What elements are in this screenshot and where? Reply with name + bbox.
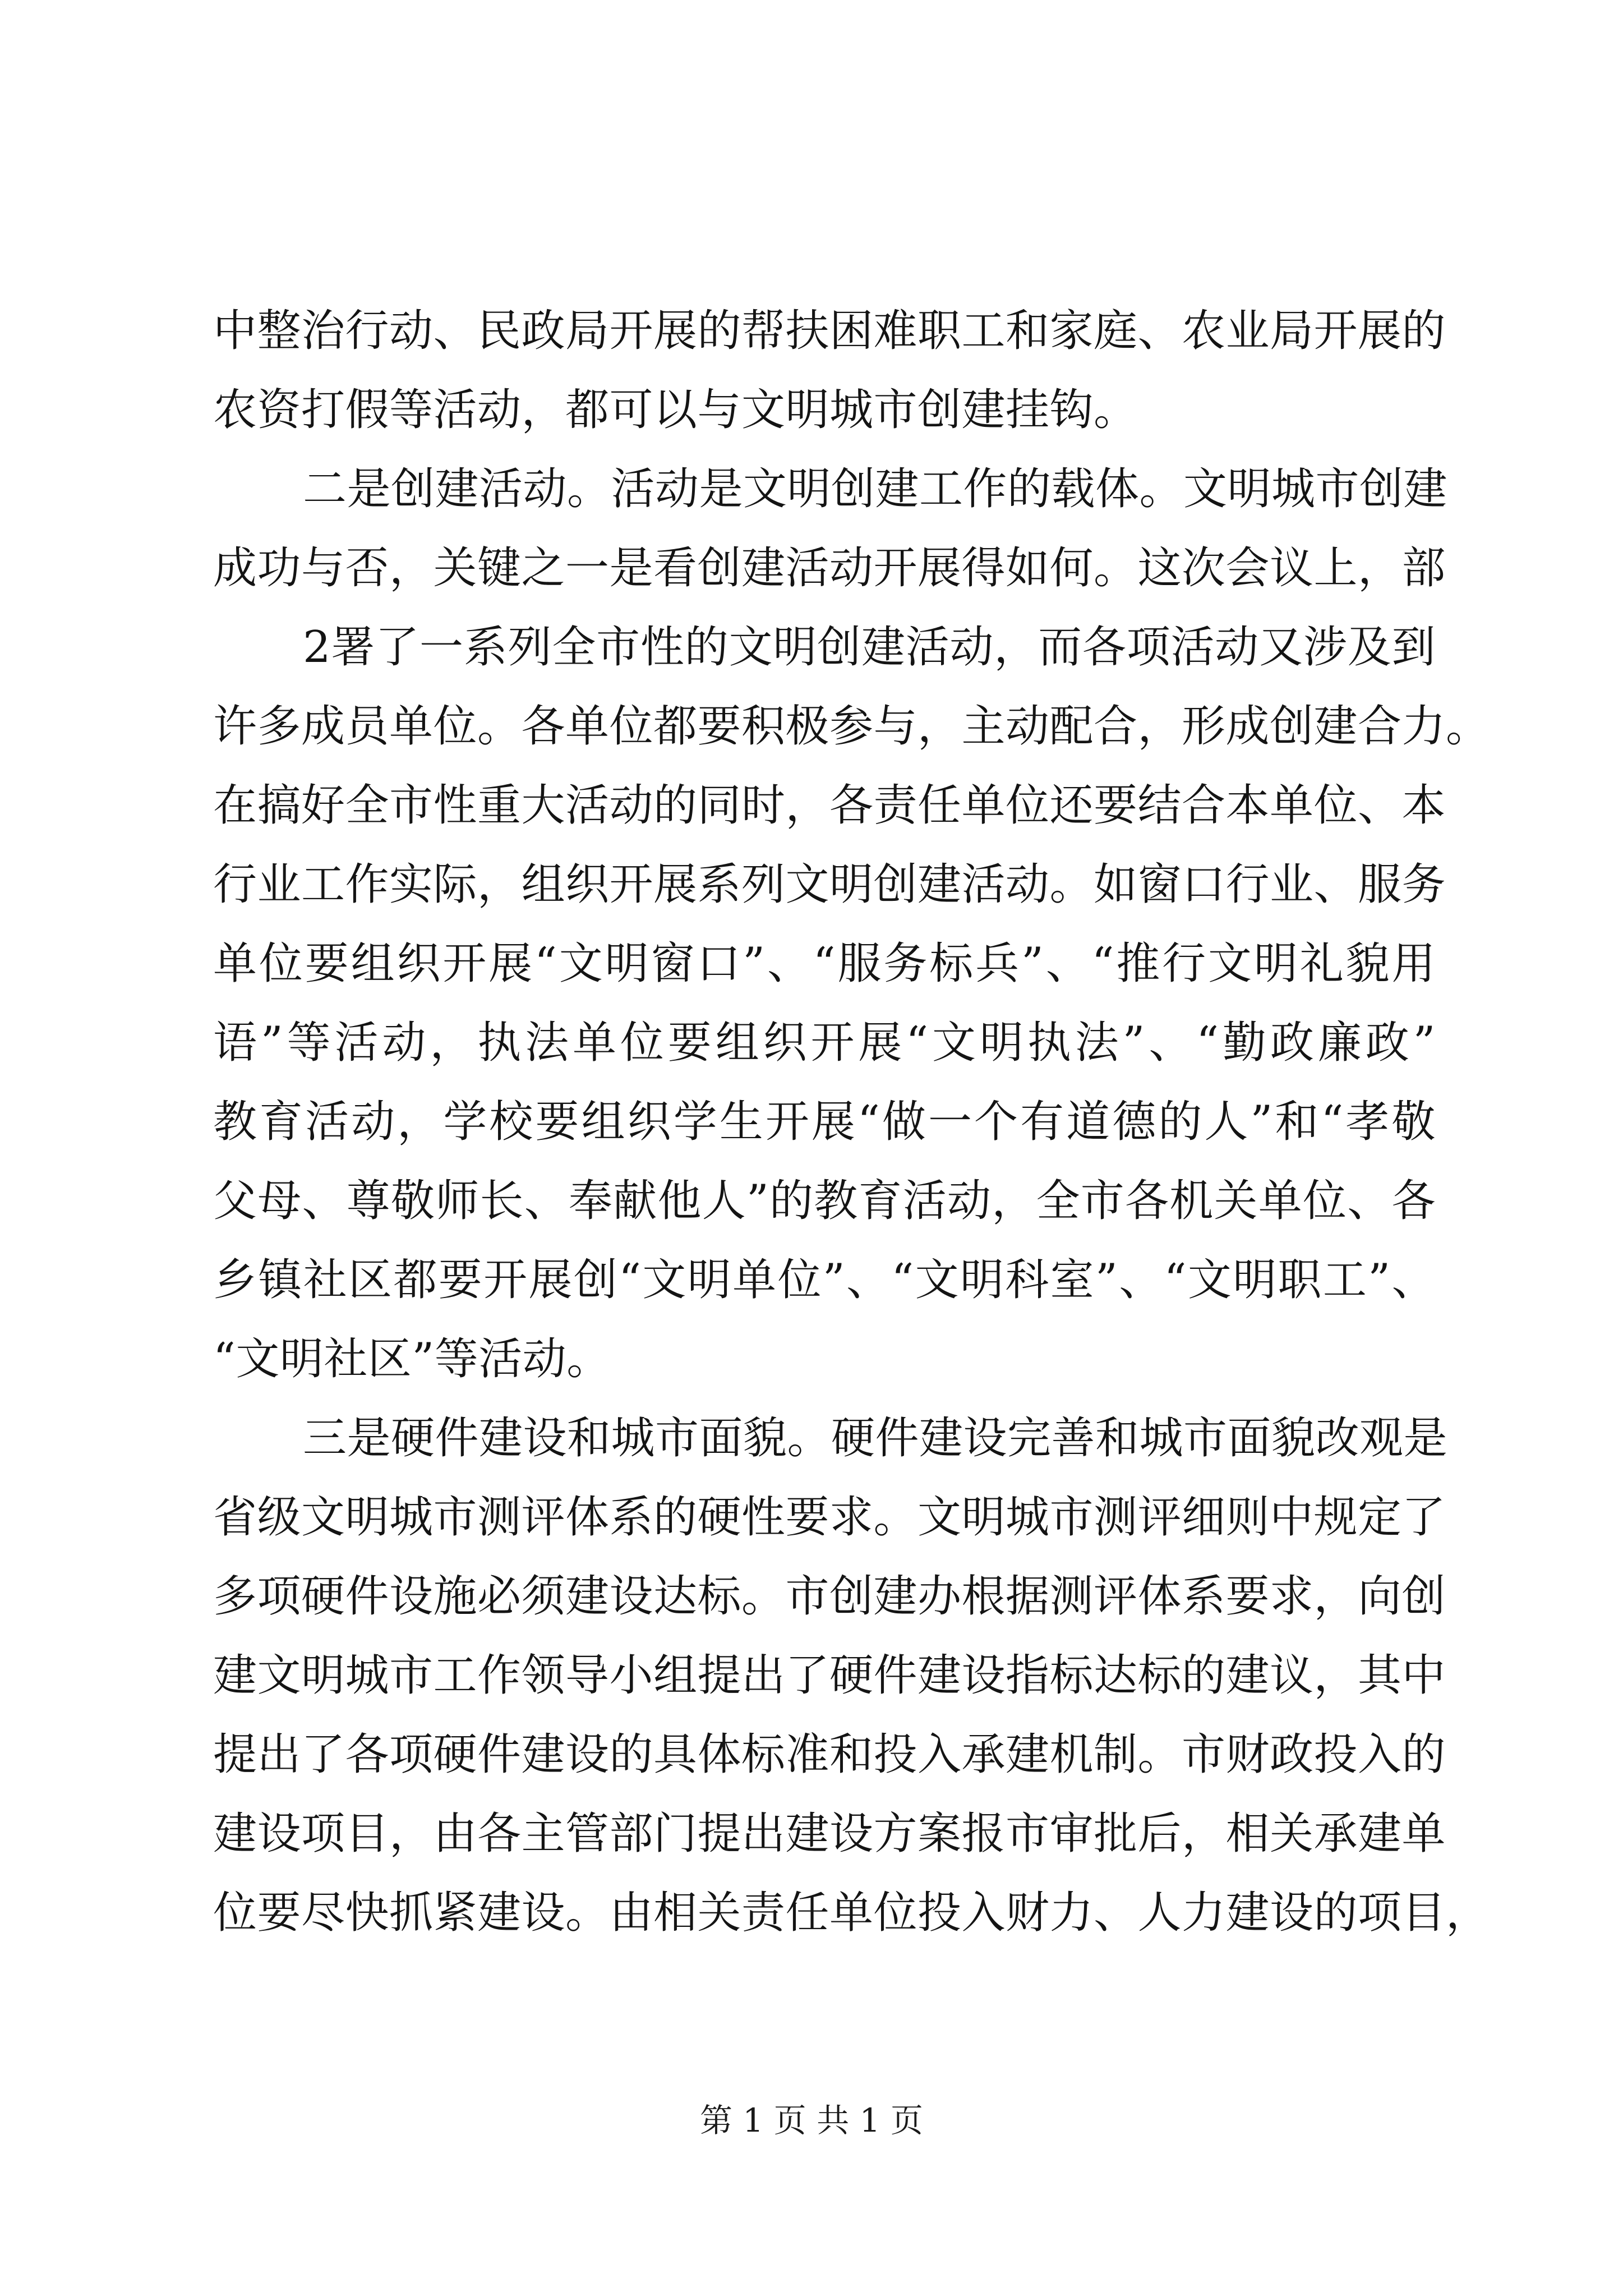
paragraph-start-line: 2署了一系列全市性的文明创建活动，而各项活动又涉及到 (303, 622, 1436, 673)
body-text (213, 292, 1490, 1953)
text-line: 中整治行动、民政局开展的帮扶困难职工和家庭、农业局开展的 (213, 306, 1446, 356)
text-line: 父母、尊敬师长、奉献他人”的教育活动，全市各机关单位、各 (213, 1176, 1436, 1226)
text-line: 许多成员单位。各单位都要积极参与，主动配合，形成创建合力。 (213, 701, 1490, 752)
page-number-footer: 第 1 页 共 1 页 (700, 2101, 923, 2139)
text-line: 建文明城市工作领导小组提出了硬件建设指标达标的建议，其中 (213, 1650, 1446, 1701)
text-line: 在搞好全市性重大活动的同时，各责任单位还要结合本单位、本 (213, 780, 1446, 831)
text-line: 语”等活动，执法单位要组织开展“文明执法”、“勤政廉政” (213, 1018, 1436, 1068)
text-line: 多项硬件设施必须建设达标。市创建办根据测评体系要求，向创 (213, 1571, 1446, 1622)
text-line: 提出了各项硬件建设的具体标准和投入承建机制。市财政投入的 (213, 1729, 1446, 1780)
paragraph-start-line: 三是硬件建设和城市面貌。硬件建设完善和城市面貌改观是 (303, 1413, 1448, 1464)
text-line: 成功与否，关键之一是看创建活动开展得如何。这次会议上，部 (213, 543, 1446, 593)
text-line: 建设项目，由各主管部门提出建设方案报市审批后，相关承建单 (213, 1809, 1446, 1859)
text-line: 乡镇社区都要开展创“文明单位”、“文明科室”、“文明职工”、 (213, 1255, 1436, 1305)
text-line: 单位要组织开展“文明窗口”、“服务标兵”、“推行文明礼貌用 (213, 938, 1436, 989)
text-line: 位要尽快抓紧建设。由相关责任单位投入财力、人力建设的项目， (213, 1888, 1490, 1938)
text-line: “文明社区”等活动。 (213, 1334, 611, 1384)
paragraph-start-line: 二是创建活动。活动是文明创建工作的载体。文明城市创建 (303, 464, 1448, 514)
text-line: 教育活动，学校要组织学生开展“做一个有道德的人”和“孝敬 (213, 1097, 1436, 1147)
text-line: 省级文明城市测评体系的硬性要求。文明城市测评细则中规定了 (213, 1492, 1446, 1543)
text-line: 行业工作实际，组织开展系列文明创建活动。如窗口行业、服务 (213, 859, 1446, 910)
text-line: 农资打假等活动，都可以与文明城市创建挂钩。 (213, 385, 1138, 435)
